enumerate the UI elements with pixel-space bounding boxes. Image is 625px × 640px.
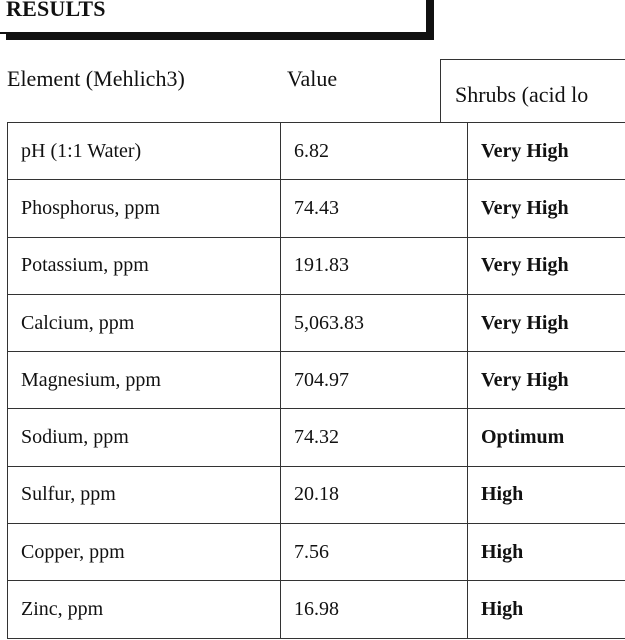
value-cell: 20.18 [281, 466, 468, 523]
value-cell: 191.83 [281, 237, 468, 294]
value-cell: 16.98 [281, 581, 468, 638]
rating-cell: High [468, 581, 625, 638]
rating-cell: High [468, 466, 625, 523]
element-cell: pH (1:1 Water) [8, 123, 281, 180]
header-element: Element (Mehlich3) [7, 66, 185, 91]
header-shrubs-cell [440, 59, 625, 122]
element-cell: Potassium, ppm [8, 237, 281, 294]
table-row [8, 581, 625, 638]
rating-cell: Very High [468, 352, 625, 409]
value-cell: 7.56 [281, 524, 468, 581]
header-shrubs: Shrubs (acid lo [455, 82, 589, 107]
rating-cell: Very High [468, 237, 625, 294]
header-value: Value [287, 66, 338, 91]
table-row [8, 352, 625, 409]
element-cell: Sulfur, ppm [8, 466, 281, 523]
rating-cell: Very High [468, 294, 625, 351]
table-row [8, 294, 625, 351]
element-cell: Copper, ppm [8, 524, 281, 581]
results-title-box [0, 0, 428, 34]
table-row [8, 123, 625, 180]
value-cell: 704.97 [281, 352, 468, 409]
rating-cell: Very High [468, 123, 625, 180]
table-row [8, 237, 625, 294]
results-title: RESULTS [6, 0, 106, 21]
rating-cell: High [468, 524, 625, 581]
value-cell: 5,063.83 [281, 294, 468, 351]
table-row [8, 409, 625, 466]
element-cell: Calcium, ppm [8, 294, 281, 351]
element-cell: Sodium, ppm [8, 409, 281, 466]
table-row [8, 466, 625, 523]
element-cell: Phosphorus, ppm [8, 180, 281, 237]
rating-cell: Optimum [468, 409, 625, 466]
table-row [8, 180, 625, 237]
value-cell: 74.32 [281, 409, 468, 466]
value-cell: 74.43 [281, 180, 468, 237]
element-cell: Magnesium, ppm [8, 352, 281, 409]
results-table [7, 122, 625, 639]
table-row [8, 524, 625, 581]
value-cell: 6.82 [281, 123, 468, 180]
rating-cell: Very High [468, 180, 625, 237]
element-cell: Zinc, ppm [8, 581, 281, 638]
